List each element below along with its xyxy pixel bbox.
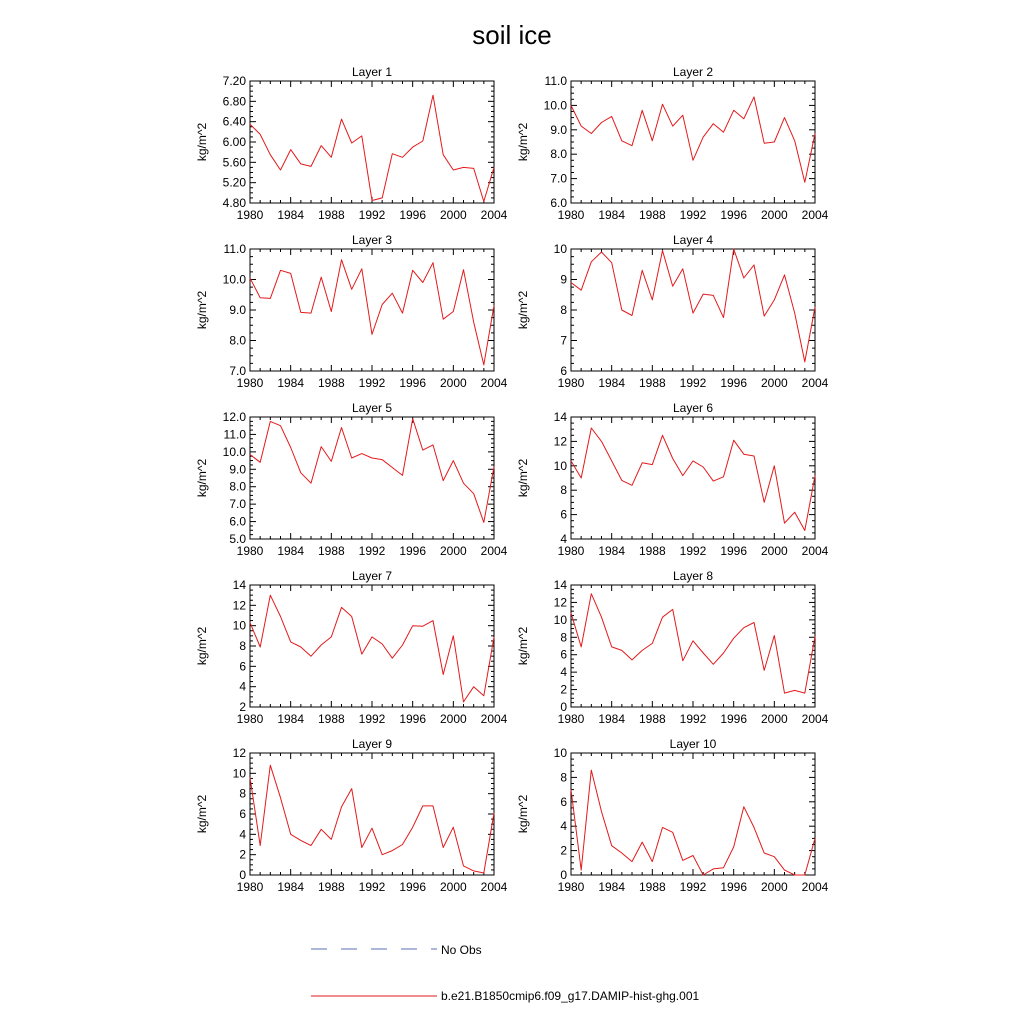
x-tick-label: 1984: [277, 880, 305, 894]
y-tick-label: 7: [560, 333, 567, 348]
y-tick-label: 8.0: [229, 479, 246, 494]
y-tick-label: 2: [239, 700, 246, 714]
x-tick-label: 2004: [480, 712, 508, 726]
y-tick-label: 4: [560, 532, 567, 546]
y-tick-label: 5.0: [229, 532, 246, 546]
figure-title: soil ice: [472, 20, 552, 50]
panel-8: [516, 569, 829, 726]
x-tick-label: 2000: [760, 376, 788, 390]
x-tick-label: 1992: [679, 880, 707, 894]
y-tick-label: 10: [553, 242, 567, 256]
x-tick-label: 1984: [598, 208, 626, 222]
y-tick-label: 12: [553, 595, 567, 610]
y-tick-label: 6.0: [229, 514, 246, 529]
y-tick-label: 5.20: [222, 175, 246, 190]
series-line-model: [571, 594, 815, 693]
x-tick-label: 1996: [720, 208, 748, 222]
y-tick-label: 12: [553, 434, 567, 449]
x-tick-label: 1988: [317, 208, 345, 222]
y-axis-label: kg/m^2: [516, 122, 530, 162]
x-tick-label: 2004: [801, 544, 829, 558]
panel-3: [195, 233, 508, 390]
plot-frame: [571, 753, 815, 875]
plot-frame: [571, 249, 815, 371]
plot-frame: [250, 81, 494, 203]
x-tick-label: 2000: [760, 544, 788, 558]
plot-frame: [250, 585, 494, 707]
legend-model-label: b.e21.B1850cmip6.f09_g17.DAMIP-hist-ghg.001: [441, 989, 700, 1003]
x-tick-label: 2000: [439, 712, 467, 726]
x-tick-label: 1992: [358, 544, 386, 558]
panel-2: [516, 65, 829, 222]
panel-title: Layer 4: [672, 233, 714, 247]
x-tick-label: 1988: [638, 208, 666, 222]
y-tick-label: 7.20: [222, 74, 246, 88]
panel-10: [516, 737, 829, 894]
x-tick-label: 1984: [277, 544, 305, 558]
y-tick-label: 9: [560, 272, 567, 287]
x-tick-label: 1980: [236, 880, 264, 894]
y-tick-label: 8: [239, 786, 246, 801]
y-tick-label: 10.0: [543, 98, 567, 113]
y-tick-label: 11.0: [223, 427, 246, 442]
y-axis-label: kg/m^2: [195, 626, 209, 666]
y-tick-label: 11.0: [544, 74, 567, 88]
x-tick-label: 1984: [277, 208, 305, 222]
panel-1: [195, 65, 508, 222]
x-tick-label: 2000: [760, 880, 788, 894]
x-tick-label: 1996: [399, 712, 427, 726]
panels-group: [195, 65, 829, 894]
series-line-model: [571, 249, 815, 362]
x-tick-label: 1992: [358, 208, 386, 222]
y-tick-label: 4: [560, 665, 567, 680]
x-tick-label: 2000: [760, 208, 788, 222]
x-tick-label: 1992: [679, 376, 707, 390]
y-tick-label: 7.0: [550, 171, 567, 186]
x-tick-label: 1980: [557, 208, 585, 222]
y-tick-label: 0: [560, 700, 567, 714]
series-line-model: [250, 95, 494, 201]
x-tick-label: 1988: [317, 544, 345, 558]
x-tick-label: 1988: [638, 880, 666, 894]
y-axis-label: kg/m^2: [516, 458, 530, 498]
x-tick-label: 1984: [277, 712, 305, 726]
x-tick-label: 1996: [399, 376, 427, 390]
x-tick-label: 1980: [236, 544, 264, 558]
y-tick-label: 8: [560, 483, 567, 498]
plot-frame: [250, 417, 494, 539]
series-line-model: [250, 260, 494, 365]
y-tick-label: 0: [239, 868, 246, 882]
panel-4: [516, 233, 829, 390]
series-line-model: [571, 428, 815, 531]
x-tick-label: 2000: [439, 376, 467, 390]
x-tick-label: 1996: [399, 544, 427, 558]
x-tick-label: 1984: [598, 712, 626, 726]
y-tick-label: 9.0: [550, 122, 567, 137]
y-tick-label: 2: [239, 847, 246, 862]
plot-frame: [571, 585, 815, 707]
y-tick-label: 4: [560, 819, 567, 834]
y-tick-label: 12.0: [222, 410, 246, 424]
y-tick-label: 14: [553, 578, 567, 592]
x-tick-label: 2004: [480, 376, 508, 390]
y-tick-label: 4.80: [222, 196, 246, 210]
y-tick-label: 10.0: [222, 272, 246, 287]
y-tick-label: 4: [239, 679, 246, 694]
y-tick-label: 2: [560, 843, 567, 858]
panel-9: [195, 737, 508, 894]
x-tick-label: 1996: [720, 376, 748, 390]
panel-title: Layer 2: [672, 65, 714, 79]
x-tick-label: 1992: [679, 544, 707, 558]
x-tick-label: 1996: [720, 880, 748, 894]
panel-5: [195, 401, 508, 558]
y-axis-label: kg/m^2: [516, 626, 530, 666]
y-axis-label: kg/m^2: [195, 290, 209, 330]
y-tick-label: 10: [553, 746, 567, 760]
panel-title: Layer 1: [351, 65, 393, 79]
y-tick-label: 8.0: [550, 147, 567, 162]
plot-frame: [250, 753, 494, 875]
y-tick-label: 6: [560, 364, 567, 378]
y-tick-label: 9.0: [229, 303, 246, 317]
x-tick-label: 1992: [679, 712, 707, 726]
y-tick-label: 6.80: [222, 94, 246, 109]
y-tick-label: 5.60: [222, 155, 246, 170]
y-axis-label: kg/m^2: [195, 794, 209, 834]
y-tick-label: 10: [232, 766, 246, 781]
panel-title: Layer 9: [351, 737, 393, 751]
series-line-model: [571, 97, 815, 182]
x-tick-label: 1988: [317, 880, 345, 894]
y-tick-label: 12: [232, 746, 246, 760]
y-tick-label: 6: [560, 647, 567, 662]
panel-7: [195, 569, 508, 726]
y-tick-label: 8: [560, 303, 567, 317]
y-tick-label: 2: [560, 682, 567, 697]
plot-frame: [250, 249, 494, 371]
panel-title: Layer 5: [351, 401, 393, 415]
series-line-model: [250, 419, 494, 523]
y-axis-label: kg/m^2: [195, 122, 209, 162]
x-tick-label: 1992: [679, 208, 707, 222]
x-tick-label: 2004: [801, 712, 829, 726]
y-tick-label: 6: [560, 794, 567, 809]
y-tick-label: 4: [239, 827, 246, 842]
y-tick-label: 6.00: [222, 135, 246, 149]
y-tick-label: 6: [560, 507, 567, 522]
y-tick-label: 11.0: [223, 242, 246, 256]
plot-frame: [571, 81, 815, 203]
x-tick-label: 1980: [236, 712, 264, 726]
x-tick-label: 2004: [801, 376, 829, 390]
panel-6: [516, 401, 829, 558]
y-tick-label: 10: [553, 458, 567, 473]
x-tick-label: 2000: [760, 712, 788, 726]
x-tick-label: 2004: [480, 208, 508, 222]
x-tick-label: 1996: [399, 880, 427, 894]
plot-frame: [571, 417, 815, 539]
series-line-model: [571, 770, 815, 875]
x-tick-label: 2000: [439, 208, 467, 222]
legend: [311, 943, 699, 1003]
x-tick-label: 1992: [358, 712, 386, 726]
x-tick-label: 1980: [557, 880, 585, 894]
y-axis-label: kg/m^2: [195, 458, 209, 498]
y-tick-label: 9.0: [229, 462, 246, 477]
x-tick-label: 2004: [801, 880, 829, 894]
y-tick-label: 8: [560, 630, 567, 645]
panel-title: Layer 7: [351, 569, 393, 583]
x-tick-label: 1996: [399, 208, 427, 222]
x-tick-label: 2004: [801, 208, 829, 222]
x-tick-label: 1984: [598, 880, 626, 894]
panel-title: Layer 3: [351, 233, 393, 247]
y-tick-label: 14: [553, 410, 567, 424]
panel-title: Layer 10: [669, 737, 717, 751]
x-tick-label: 1984: [598, 376, 626, 390]
x-tick-label: 1980: [557, 376, 585, 390]
panel-title: Layer 8: [672, 569, 714, 583]
x-tick-label: 1996: [720, 712, 748, 726]
panel-title: Layer 6: [672, 401, 714, 415]
legend-obs-label: No Obs: [441, 943, 482, 957]
x-tick-label: 2000: [439, 544, 467, 558]
x-tick-label: 1988: [317, 376, 345, 390]
y-tick-label: 8: [239, 639, 246, 653]
y-axis-label: kg/m^2: [516, 794, 530, 834]
series-line-model: [250, 765, 494, 873]
x-tick-label: 1980: [236, 208, 264, 222]
x-tick-label: 2004: [480, 880, 508, 894]
y-tick-label: 10: [232, 618, 246, 633]
x-tick-label: 1980: [557, 544, 585, 558]
y-tick-label: 10: [553, 612, 567, 627]
y-tick-label: 10.0: [222, 444, 246, 459]
y-axis-label: kg/m^2: [516, 290, 530, 330]
x-tick-label: 1992: [358, 376, 386, 390]
x-tick-label: 1984: [277, 376, 305, 390]
x-tick-label: 2004: [480, 544, 508, 558]
y-tick-label: 7.0: [229, 364, 246, 378]
x-tick-label: 1988: [638, 376, 666, 390]
x-tick-label: 1992: [358, 880, 386, 894]
x-tick-label: 1980: [236, 376, 264, 390]
y-tick-label: 0: [560, 868, 567, 882]
y-tick-label: 8: [560, 770, 567, 785]
y-tick-label: 8.0: [229, 333, 246, 348]
x-tick-label: 1988: [638, 712, 666, 726]
x-tick-label: 1984: [598, 544, 626, 558]
y-tick-label: 6: [239, 659, 246, 674]
y-tick-label: 6.40: [222, 114, 246, 129]
y-tick-label: 6: [239, 807, 246, 821]
x-tick-label: 1980: [557, 712, 585, 726]
y-tick-label: 6.0: [550, 196, 567, 210]
series-line-model: [250, 595, 494, 702]
y-tick-label: 14: [232, 578, 246, 592]
x-tick-label: 1988: [638, 544, 666, 558]
x-tick-label: 1996: [720, 544, 748, 558]
y-tick-label: 7.0: [229, 497, 246, 512]
y-tick-label: 12: [232, 598, 246, 613]
x-tick-label: 1988: [317, 712, 345, 726]
x-tick-label: 2000: [439, 880, 467, 894]
